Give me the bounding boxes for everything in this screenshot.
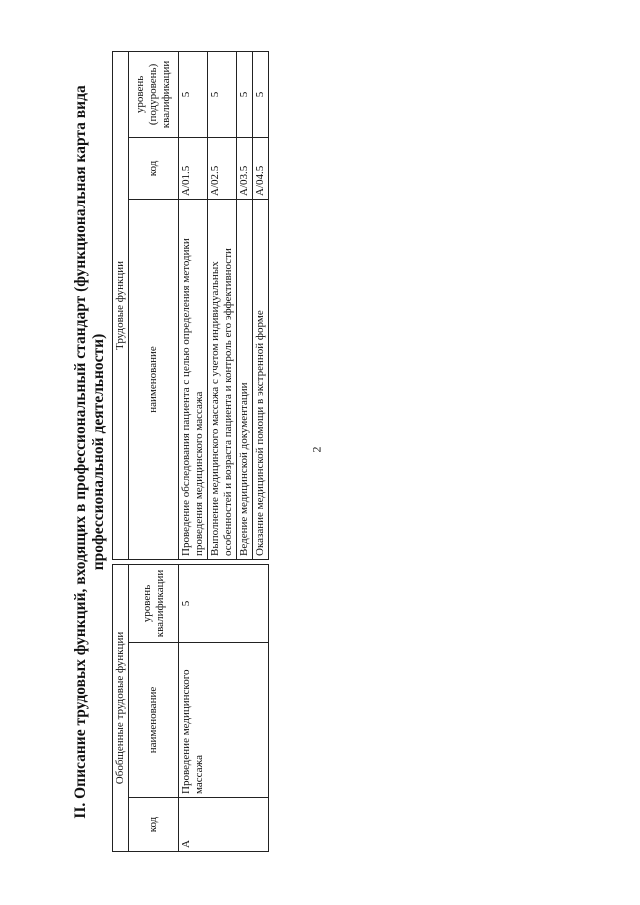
function-level: 5 — [253, 51, 269, 137]
function-code: A/04.5 — [253, 137, 269, 199]
function-level: 5 — [237, 51, 253, 137]
function-code: A/03.5 — [237, 137, 253, 199]
function-name: Выполнение медицинского массажа с учетом индивидуальных особенностей и возраста пациента и контроль его эффективности — [208, 199, 237, 559]
function-code: A/02.5 — [208, 137, 237, 199]
generalized-level: 5 — [179, 564, 269, 642]
header-sublevel: уровень (подуровень) квалификации — [129, 51, 179, 137]
header-name: наименование — [129, 643, 179, 798]
section-title: II. Описание трудовых функций, входящих в профессиональный стандарт (функциональная карта вида профессиональной деятельности) — [72, 85, 107, 819]
header-level: уровень квалификации — [129, 564, 179, 642]
header-function-code: код — [129, 137, 179, 199]
function-name: Ведение медицинской документации — [237, 199, 253, 559]
page-number: 2 — [309, 446, 324, 453]
function-code: A/01.5 — [179, 137, 208, 199]
header-function-name: наименование — [129, 199, 179, 559]
header-group-row — [113, 51, 129, 851]
table-row — [179, 51, 208, 851]
function-level: 5 — [208, 51, 237, 137]
header-generalized-functions: Обобщенные трудовые функции — [113, 564, 129, 851]
header-code: код — [129, 798, 179, 852]
generalized-name: Проведение медицинского массажа — [179, 643, 269, 798]
function-name: Оказание медицинской помощи в экстренной форме — [253, 199, 269, 559]
rotated-page-content — [18, 52, 618, 852]
generalized-code: A — [179, 798, 269, 852]
header-columns-row — [129, 51, 179, 851]
header-labor-functions: Трудовые функции — [113, 51, 129, 559]
functional-map-table — [112, 51, 269, 852]
function-name: Проведение обследования пациента с целью определения методики проведения медицинского массажа — [179, 199, 208, 559]
function-level: 5 — [179, 51, 208, 137]
